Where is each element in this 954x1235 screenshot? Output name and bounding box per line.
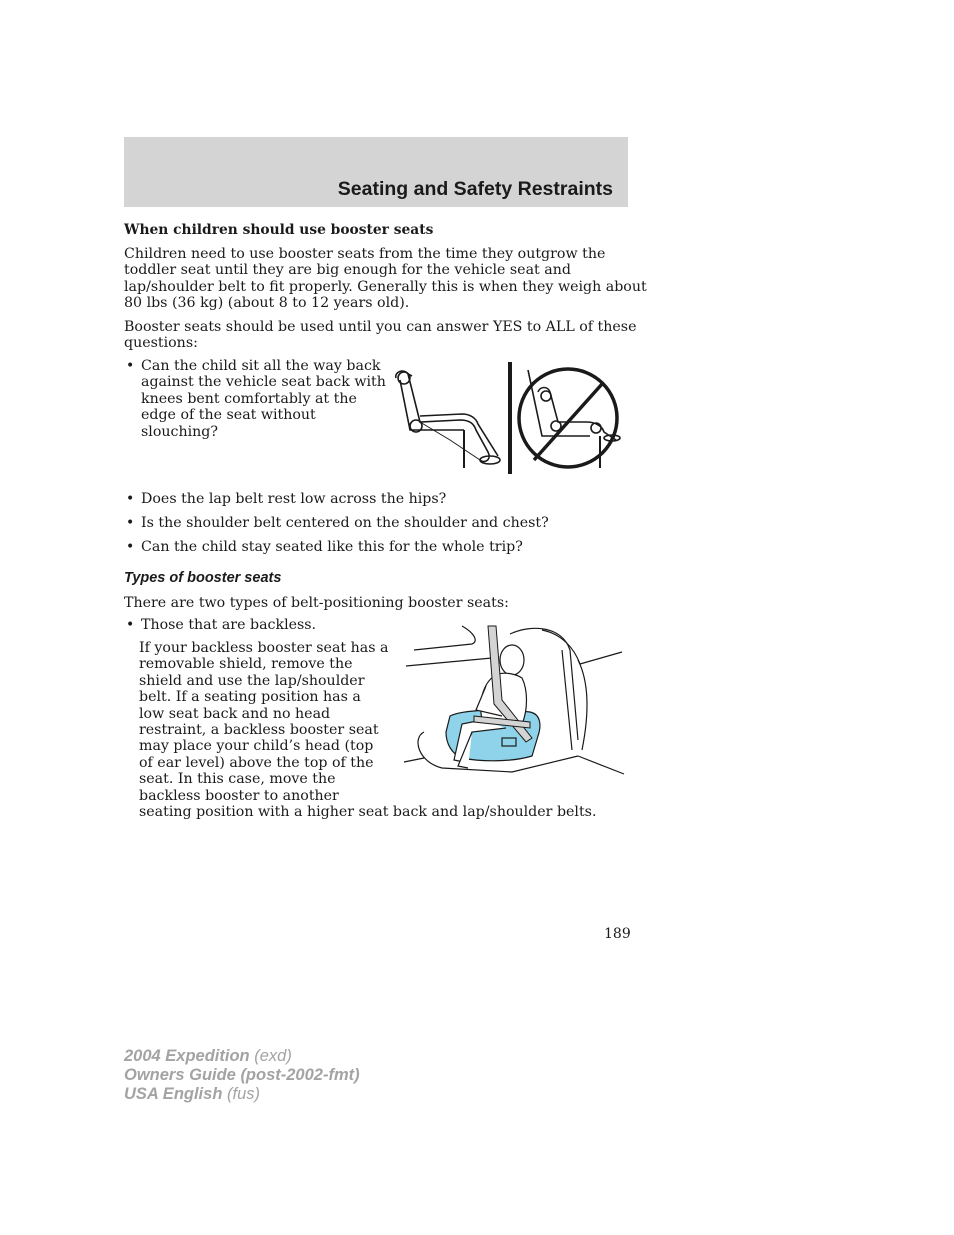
text-line: backless booster to another <box>139 787 339 804</box>
subheading-booster-use: When children should use booster seats <box>124 222 434 238</box>
footer-line-3 <box>124 1085 360 1104</box>
footer-line-1 <box>124 1047 360 1066</box>
text-line: shield and use the lap/shoulder <box>139 672 365 689</box>
text-line: knees bent comfortably at the <box>141 390 357 407</box>
bullet-marker: • <box>126 491 135 507</box>
bullet-shoulder-belt: Is the shoulder belt centered on the shoulder and chest? <box>141 515 549 531</box>
footer-model: 2004 Expedition <box>124 1047 250 1065</box>
text-line: removable shield, remove the <box>139 656 353 673</box>
paragraph-yes-to-all <box>124 319 636 352</box>
section-heading-booster-types: Types of booster seats <box>124 570 282 586</box>
text-line: slouching? <box>141 423 218 440</box>
text-line: belt. If a seating position has a <box>139 689 361 706</box>
backless-booster-illustration <box>402 620 626 780</box>
paragraph-two-types: There are two types of belt-positioning booster seats: <box>124 595 509 611</box>
text-line: Can the child sit all the way back <box>141 358 381 374</box>
seating-comparison-illustration <box>390 360 630 480</box>
document-footer <box>124 1047 360 1104</box>
page-title: Seating and Safety Restraints <box>337 178 613 200</box>
footer-language: USA English <box>124 1085 223 1103</box>
text-line: may place your child’s head (top <box>139 738 374 755</box>
footer-guide: Owners Guide (post-2002-fmt) <box>124 1066 360 1084</box>
text-line: toddler seat until they are big enough for the vehicle seat and <box>124 262 571 279</box>
bullet-lap-belt: Does the lap belt rest low across the hips? <box>141 491 447 507</box>
bullet-marker: • <box>126 539 135 555</box>
bullet-marker: • <box>126 358 135 374</box>
text-line: seat. In this case, move the <box>139 771 336 788</box>
bullet-sit-back <box>141 358 386 440</box>
text-line: low seat back and no head <box>139 705 331 722</box>
text-line: seating position with a higher seat back and lap/shoulder belts. <box>139 804 597 821</box>
text-line: restraint, a backless booster seat <box>139 722 379 739</box>
bullet-backless: Those that are backless. <box>141 617 317 633</box>
footer-language-code: (fus) <box>227 1085 260 1103</box>
bullet-whole-trip: Can the child stay seated like this for the whole trip? <box>141 539 523 555</box>
bullet-marker: • <box>126 617 135 633</box>
page-number: 189 <box>604 926 631 942</box>
text-line: lap/shoulder belt to fit properly. Generally this is when they weigh about <box>124 278 647 295</box>
text-line: edge of the seat without <box>141 407 316 424</box>
text-line: Booster seats should be used until you can answer YES to ALL of these <box>124 319 637 335</box>
text-line: 80 lbs (36 kg) (about 8 to 12 years old). <box>124 295 410 312</box>
text-line: against the vehicle seat back with <box>141 374 386 391</box>
text-line: questions: <box>124 335 198 352</box>
text-line: of ear level) above the top of the <box>139 754 374 771</box>
text-line: If your backless booster seat has a <box>139 640 389 656</box>
header-band <box>124 137 628 207</box>
paragraph-booster-intro <box>124 246 647 312</box>
bullet-marker: • <box>126 515 135 531</box>
text-line: Children need to use booster seats from the time they outgrow the <box>124 246 606 262</box>
footer-model-code: (exd) <box>254 1047 292 1065</box>
no-slouching-icon <box>519 369 620 468</box>
correct-seating-icon <box>396 371 500 468</box>
footer-line-2 <box>124 1066 360 1085</box>
